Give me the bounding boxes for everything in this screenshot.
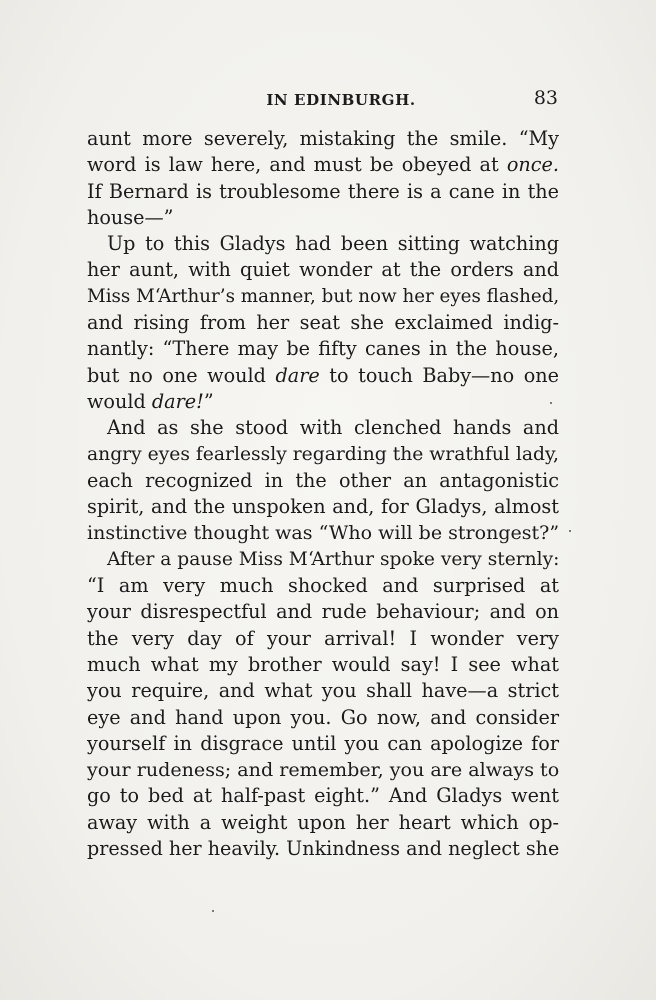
- text-segment: house—”: [87, 205, 174, 229]
- text-segment: much what my brother would say! I see what: [87, 652, 559, 676]
- text-line: [87, 494, 559, 520]
- text-segment: Miss M‘Arthur’s manner, but now her eyes flashed,: [87, 285, 560, 307]
- text-segment: If Bernard is troublesome there is a cane in the: [87, 179, 559, 203]
- text-line: [87, 442, 559, 468]
- text-line: [87, 678, 559, 704]
- print-speck: [550, 402, 552, 404]
- page-number: 83: [533, 87, 558, 109]
- text-line: [87, 626, 559, 652]
- text-segment: “I am very much shocked and surprised at: [87, 574, 559, 598]
- italic-text-segment: dare!: [151, 389, 204, 413]
- text-line: [87, 152, 559, 178]
- text-segment: would: [87, 389, 152, 413]
- text-segment: to touch Baby—no one: [319, 363, 559, 387]
- text-line: [87, 336, 559, 362]
- text-segment: yourself in disgrace until you can apologize for: [87, 731, 559, 755]
- text-line: [87, 520, 559, 546]
- text-segment: eye and hand upon you. Go now, and consider: [87, 705, 559, 729]
- text-segment: spirit, and the unspoken and, for Gladys, almost: [87, 495, 559, 519]
- text-line: [87, 599, 559, 625]
- text-line: [87, 179, 559, 205]
- text-segment: pressed her heavily. Unkindness and neglect she: [87, 837, 560, 861]
- running-head: [88, 86, 558, 114]
- text-segment: angry eyes fearlessly regarding the wrathful lady,: [87, 443, 559, 465]
- text-segment: and rising from her seat she exclaimed indig-: [87, 311, 559, 335]
- text-segment: instinctive thought was “Who will be strongest?”: [87, 522, 560, 545]
- text-line: [87, 231, 559, 257]
- text-segment: away with a weight upon her heart which op-: [87, 810, 559, 834]
- text-line: [87, 573, 559, 599]
- text-line: [87, 468, 559, 494]
- print-speck: [569, 530, 571, 532]
- italic-text-segment: dare: [275, 363, 320, 387]
- text-line: [87, 205, 559, 231]
- text-line: [87, 547, 559, 573]
- text-line: [87, 415, 559, 441]
- text-segment: her aunt, with quiet wonder at the orders and: [87, 258, 559, 282]
- italic-text-segment: once.: [506, 153, 559, 177]
- text-segment: the very day of your arrival! I wonder very: [87, 626, 559, 650]
- text-segment: ”: [203, 389, 214, 413]
- body-text: [87, 126, 559, 862]
- text-line: [87, 731, 559, 757]
- text-segment: each recognized in the other an antagonistic: [87, 468, 559, 492]
- text-segment: Up to this Gladys had been sitting watching: [107, 232, 559, 256]
- text-segment: your rudeness; and remember, you are always to: [87, 759, 560, 782]
- text-segment: nantly: “There may be fifty canes in the house,: [87, 337, 559, 361]
- text-line: [87, 389, 559, 415]
- text-line: [87, 652, 559, 678]
- text-segment: aunt more severely, mistaking the smile. “My: [87, 127, 559, 150]
- text-line: [87, 257, 559, 283]
- running-title: IN EDINBURGH.: [266, 91, 416, 109]
- text-line: [87, 363, 559, 389]
- text-line: [87, 836, 559, 862]
- text-segment: After a pause Miss M‘Arthur spoke very sternly:: [107, 548, 560, 570]
- text-line: [87, 310, 559, 336]
- text-line: [87, 126, 559, 152]
- text-segment: go to bed at half-past eight.” And Gladys went: [87, 784, 559, 808]
- text-segment: word is law here, and must be obeyed at: [87, 153, 507, 177]
- text-line: [87, 284, 559, 310]
- text-segment: but no one would: [87, 363, 276, 387]
- print-speck: [212, 910, 214, 912]
- text-line: [87, 705, 559, 731]
- text-segment: your disrespectful and rude behaviour; and on: [87, 600, 559, 624]
- text-line: [87, 783, 559, 809]
- text-segment: And as she stood with clenched hands and: [107, 416, 559, 440]
- text-segment: you require, and what you shall have—a strict: [87, 679, 559, 703]
- text-line: [87, 810, 559, 836]
- text-line: [87, 757, 559, 783]
